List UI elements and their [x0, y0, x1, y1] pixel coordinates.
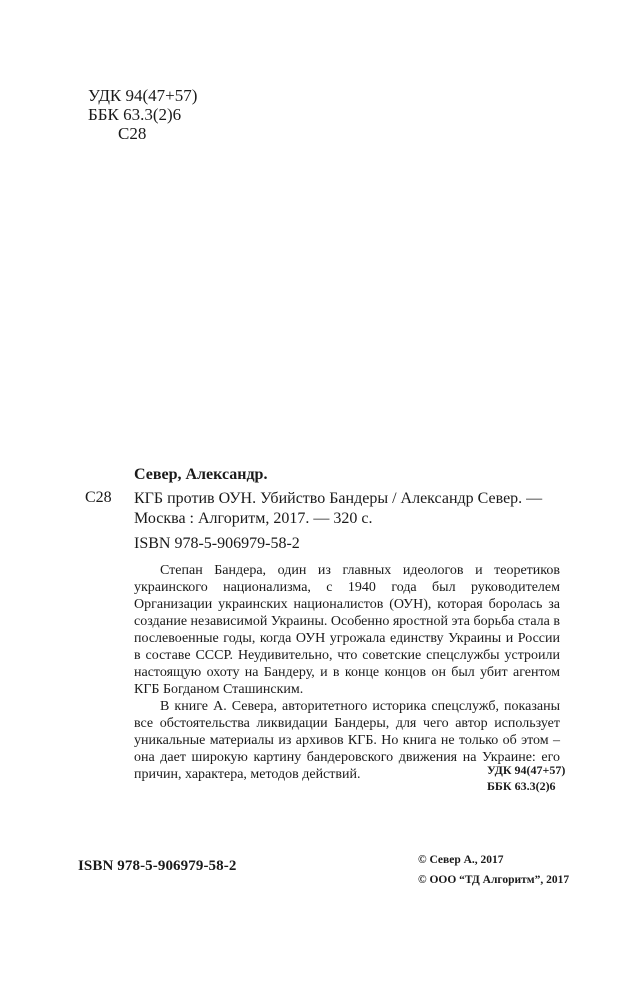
bbk-code: ББК 63.3(2)6: [88, 105, 182, 124]
classification-codes-top: [88, 86, 197, 143]
title-description: КГБ против ОУН. Убийство Бандеры / Александр Север. — Москва : Алгоритм, 2017. — 320 с.: [134, 490, 543, 527]
isbn-entry: ISBN 978-5-906979-58-2: [134, 535, 300, 552]
author-mark: С28: [118, 124, 147, 143]
catalog-mark: С28: [85, 489, 112, 506]
isbn-footer: ISBN 978-5-906979-58-2: [78, 858, 237, 874]
annotation: [134, 562, 560, 783]
annotation-paragraph: Степан Бандера, один из главных идеологов и теоретиков украинского национализма, с 1940 года был руководителем Организации украинских националистов (ОУН), которая боролась за создание независимой Украины. Особенно яростной эта борьба стала в послевоенные годы, когда ОУН угрожала единству Украины и России в составе СССР. Неудивительно, что советские спецслужбы устроили настоящую охоту на Бандеру, и в конце концов он был убит агентом КГБ Богданом Сташинским.: [134, 563, 560, 697]
author-name: Север, Александр.: [134, 466, 268, 483]
copyright-publisher: © ООО “ТД Алгоритм”, 2017: [418, 874, 570, 886]
udk-code: УДК 94(47+57): [487, 763, 566, 777]
copyright-block: [418, 850, 569, 890]
udk-code: УДК 94(47+57): [88, 86, 198, 105]
copyright-author: © Север А., 2017: [418, 854, 504, 866]
bbk-code: ББК 63.3(2)6: [487, 779, 556, 793]
annotation-paragraph: В книге А. Севера, авторитетного историка спецслужб, показаны все обстоятельства ликвидации Бандеры, для чего автор использует уникальные материалы из архивов КГБ. Но книга не только об этом – она дает широкую картину бандеровского движения на Украине: его причин, характера, методов действий.: [134, 699, 560, 782]
classification-codes-right: [487, 762, 565, 794]
